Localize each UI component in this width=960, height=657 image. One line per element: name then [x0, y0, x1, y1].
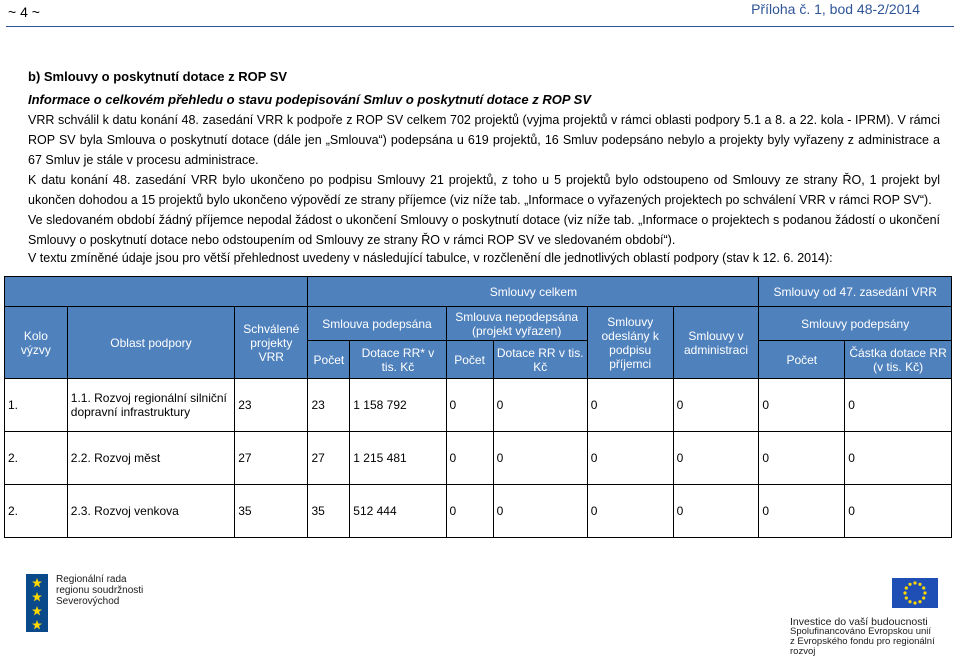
- cell-castka: 0: [845, 485, 952, 538]
- header-group-48: Smlouvy od 47. zasedání VRR: [759, 277, 952, 307]
- cell-admin: 0: [673, 485, 759, 538]
- section-subtitle: Informace o celkovém přehledu o stavu podepisování Smluv o poskytnutí dotace z ROP SV: [28, 92, 591, 107]
- header-dotace-rr-2: Dotace RR v tis. Kč: [493, 341, 587, 379]
- paragraph-3: Ve sledovaném období žádný příjemce nepodal žádost o ukončení Smlouvy o poskytnutí dotace (viz níže tab. „Informace o projektech s podanou žádostí o ukončení Smlouvy o poskytnutí dotace nebo odstoupením od Smlouvy ze strany ŘO v rámci ROP SV ve sledovaném období“).: [28, 213, 940, 247]
- cell-pocet: 23: [308, 379, 350, 432]
- eu-flag-icon: [892, 578, 938, 608]
- page-number: ~ 4 ~: [8, 4, 40, 20]
- cell-kolo: 2.: [5, 432, 68, 485]
- cell-oblast: 2.3. Rozvoj venkova: [67, 485, 234, 538]
- eu-line-1: Investice do vaší budoucnosti: [790, 616, 928, 628]
- header-empty: [5, 277, 308, 307]
- cell-schvalene: 27: [235, 432, 308, 485]
- table-row: [5, 432, 952, 485]
- cell-odeslany: 0: [587, 432, 673, 485]
- header-dotace-rr: Dotace RR* v tis. Kč: [350, 341, 446, 379]
- header-odeslany: Smlouvy odeslány k podpisu příjemci: [587, 307, 673, 379]
- section-title: b) Smlouvy o poskytnutí dotace z ROP SV: [28, 69, 288, 84]
- cell-admin: 0: [673, 379, 759, 432]
- cell-dotace: 1 215 481: [350, 432, 446, 485]
- paragraph-1: VRR schválil k datu konání 48. zasedání VRR k podpoře z ROP SV celkem 702 projektů (vyjma projektů v rámci oblasti podpory 5.1 a 8. a 22. kola - IPRM). V rámci ROP SV byla Smlouva o poskytnutí dotace (dále jen „Smlouva“) podepsána u 619 projektů, 16 Smluv podepsáno nebylo a projekty byly vyřazeny z administrace a 67 Smluv je stále v procesu administrace.: [28, 113, 940, 167]
- cell-oblast: 1.1. Rozvoj regionální silniční dopravní infrastruktury: [67, 379, 234, 432]
- eu-logo: [790, 578, 960, 657]
- cell-nep-dotace: 0: [493, 485, 587, 538]
- regional-council-logo: [26, 574, 143, 632]
- table-row: [5, 379, 952, 432]
- cell-nep-pocet: 0: [446, 379, 493, 432]
- header-kolo: Kolo výzvy: [5, 307, 68, 379]
- cell-pod-pocet: 0: [759, 432, 845, 485]
- cell-schvalene: 23: [235, 379, 308, 432]
- header-pocet: Počet: [308, 341, 350, 379]
- cell-odeslany: 0: [587, 485, 673, 538]
- header-rule: [6, 26, 954, 27]
- regional-council-line-3: Severovýchod: [56, 596, 120, 607]
- cell-pocet: 27: [308, 432, 350, 485]
- regional-council-line-1: Regionální rada: [56, 574, 127, 585]
- cell-castka: 0: [845, 379, 952, 432]
- regional-council-line-2: regionu soudržnosti: [56, 585, 144, 596]
- table-row: [5, 485, 952, 538]
- header-administrace: Smlouvy v administraci: [673, 307, 759, 379]
- header-pocet-2: Počet: [446, 341, 493, 379]
- cell-kolo: 1.: [5, 379, 68, 432]
- attachment-label: Příloha č. 1, bod 48-2/2014: [751, 1, 920, 17]
- cell-kolo: 2.: [5, 485, 68, 538]
- cell-pod-pocet: 0: [759, 485, 845, 538]
- cell-pocet: 35: [308, 485, 350, 538]
- cell-nep-pocet: 0: [446, 432, 493, 485]
- eu-line-3: z Evropského fondu pro regionální rozvoj: [790, 636, 935, 657]
- regional-council-logo-icon: [26, 574, 48, 632]
- cell-schvalene: 35: [235, 485, 308, 538]
- cell-dotace: 512 444: [350, 485, 446, 538]
- header-nepodepsana: Smlouva nepodepsána (projekt vyřazen): [446, 307, 587, 341]
- header-pocet-3: Počet: [759, 341, 845, 379]
- header-oblast: Oblast podpory: [67, 307, 234, 379]
- header-group-total: Smlouvy celkem: [308, 277, 759, 307]
- header-castka: Částka dotace RR (v tis. Kč): [845, 341, 952, 379]
- header-podepsany: Smlouvy podepsány: [759, 307, 952, 341]
- header-schvalene: Schválené projekty VRR: [235, 307, 308, 379]
- cell-nep-dotace: 0: [493, 379, 587, 432]
- header-podepsana: Smlouva podepsána: [308, 307, 446, 341]
- cell-dotace: 1 158 792: [350, 379, 446, 432]
- cell-oblast: 2.2. Rozvoj měst: [67, 432, 234, 485]
- paragraph-2: K datu konání 48. zasedání VRR bylo ukončeno po podpisu Smlouvy 21 projektů, z toho u 5 projektů bylo odstoupeno od Smlouvy ze strany ŘO, 1 projekt byl ukončen dohodou a 15 projektů bylo ukončeno výpovědí ze strany příjemce (viz níže tab. „Informace o vyřazených projektech po schválení VRR v rámci ROP SV“).: [28, 173, 940, 207]
- contracts-table: [4, 276, 952, 538]
- cell-pod-pocet: 0: [759, 379, 845, 432]
- cell-admin: 0: [673, 432, 759, 485]
- eu-line-2: Spolufinancováno Evropskou unií: [790, 626, 932, 637]
- cell-nep-dotace: 0: [493, 432, 587, 485]
- cell-nep-pocet: 0: [446, 485, 493, 538]
- paragraph-4: V textu zmíněné údaje jsou pro větší přehlednost uvedeny v následující tabulce, v rozčlenění dle jednotlivých oblastí podpory (stav k 12. 6. 2014):: [28, 251, 833, 265]
- cell-odeslany: 0: [587, 379, 673, 432]
- cell-castka: 0: [845, 432, 952, 485]
